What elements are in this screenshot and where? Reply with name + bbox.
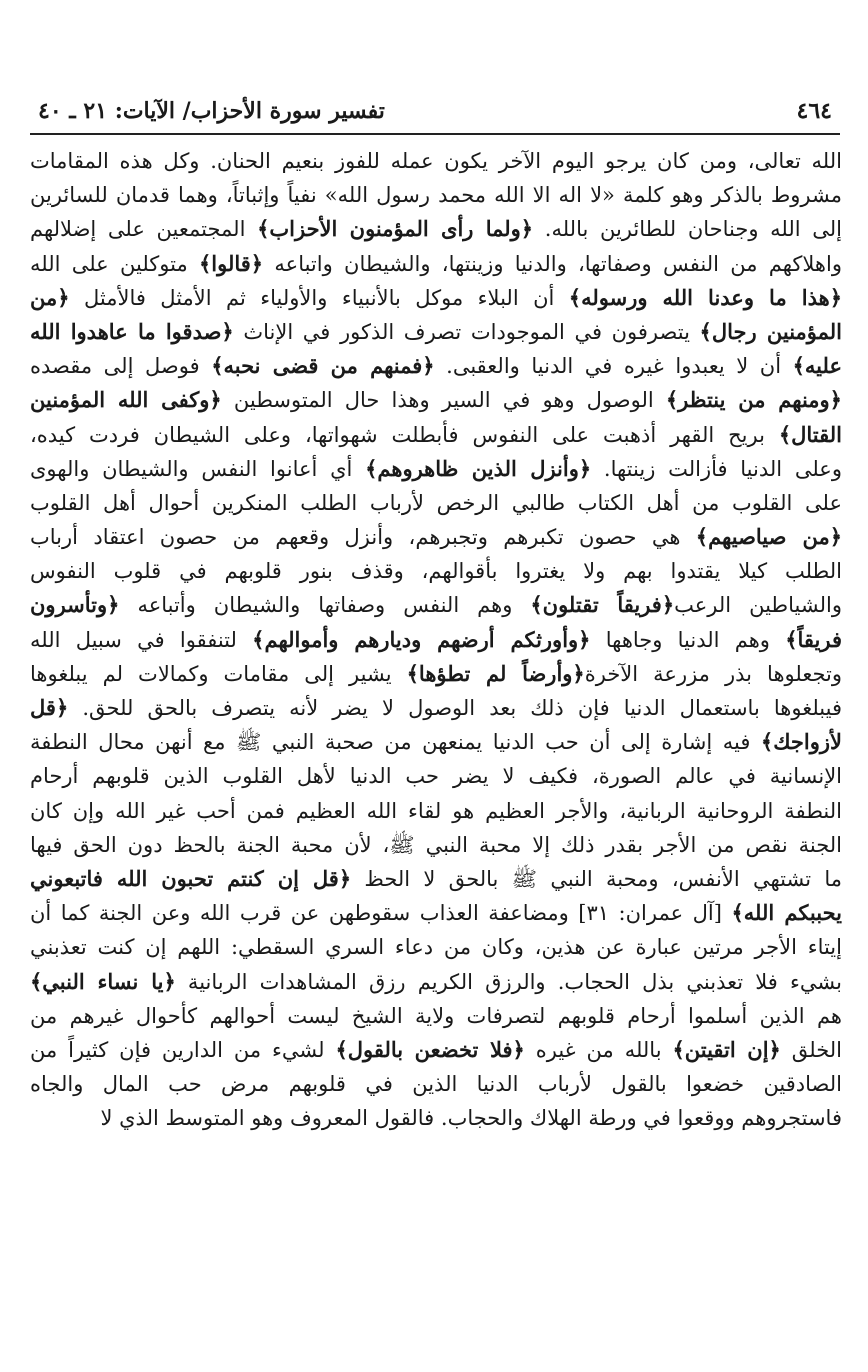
text-line bbox=[30, 930, 842, 964]
commentary-text: يتصرفون في الموجودات تصرف الذكور في الإناث bbox=[233, 319, 700, 344]
quran-phrase: ﴿وأنزل الذين ظاهروهم﴾ bbox=[365, 455, 592, 481]
commentary-text: فوصل إلى مقصده bbox=[30, 354, 212, 379]
commentary-text: وهم الدنيا وجاهها bbox=[590, 627, 786, 652]
commentary-text: بريح القهر أذهبت على النفوس فأبطلت شهواتها، وعلى الشيطان فردت كيده، bbox=[30, 422, 779, 447]
commentary-text: وهم النفس وصفاتها والشيطان وأتباعه bbox=[119, 593, 531, 618]
commentary-text: واهلاكهم من النفس وصفاتها، والدنيا وزينتها، والشيطان واتباعه bbox=[263, 251, 842, 276]
page-header bbox=[30, 96, 840, 126]
commentary-text: متوكلين على الله bbox=[30, 251, 199, 276]
commentary-text: الله تعالى، ومن كان يرجو اليوم الآخر يكون عمله للفوز بنعيم الحنان. وكل هذه المقامات bbox=[30, 149, 842, 173]
commentary-text: ما تشتهي الأنفس، ومحبة النبي ﷺ بالحق لا الحظ bbox=[351, 866, 842, 891]
quran-phrase: ﴿وأرضاً لم تطؤها﴾ bbox=[406, 660, 585, 686]
text-line bbox=[30, 828, 842, 862]
commentary-text: النطفة الروحانية الربانية، والأجر العظيم هو لقاء الله العظيم فمن أحب غير الله وإن كان bbox=[30, 798, 842, 823]
text-line bbox=[30, 588, 842, 622]
text-line bbox=[30, 554, 842, 588]
body-text bbox=[30, 144, 842, 1135]
text-line bbox=[30, 1067, 842, 1101]
commentary-text: لشيء من الدارين فإن كثيراً من bbox=[30, 1037, 336, 1062]
text-line bbox=[30, 691, 842, 725]
commentary-text: الوصول وهو في السير وهذا حال المتوسطين bbox=[221, 388, 666, 413]
text-line bbox=[30, 144, 842, 178]
text-line bbox=[30, 896, 842, 930]
commentary-text: أن البلاء موكل بالأنبياء والأولياء ثم الأمثل فالأمثل bbox=[69, 285, 569, 310]
quran-phrase: ﴿يا نساء النبي﴾ bbox=[30, 968, 176, 994]
text-line bbox=[30, 383, 842, 417]
quran-phrase: ﴿قل bbox=[30, 695, 69, 720]
quran-phrase: فريقاً﴾ bbox=[785, 626, 842, 652]
text-line bbox=[30, 281, 842, 315]
commentary-text: وتجعلوها بذر مزرعة الآخرة bbox=[584, 661, 842, 686]
commentary-text: لتنفقوا في سبيل الله bbox=[30, 627, 253, 652]
commentary-text: الخلق bbox=[780, 1037, 842, 1062]
commentary-text: إلى الله وجناحان للطائرين بالله. bbox=[533, 217, 842, 242]
quran-phrase: ﴿فمنهم من قضى نحبه﴾ bbox=[211, 353, 435, 379]
commentary-text: فيبلغوها باستعمال الدنيا فإن ذلك بعد الوصول لا يضر لأنه يتصرف بالحق للحق. bbox=[68, 696, 842, 720]
commentary-text: المجتمعين على إضلالهم bbox=[30, 217, 258, 242]
text-line bbox=[30, 794, 842, 828]
text-line bbox=[30, 486, 842, 520]
quran-phrase: ﴿إن اتقيتن﴾ bbox=[672, 1036, 781, 1062]
quran-phrase: ﴿من bbox=[30, 284, 70, 310]
page-number: ٤٦٤ bbox=[796, 98, 832, 124]
quran-phrase: ﴿قل إن كنتم تحبون الله فاتبعوني bbox=[30, 865, 352, 891]
commentary-text: مشروط بالذكر وهو كلمة «لا اله الا الله محمد رسول الله» نفياً وإثباتاً، وهما قدمان للسائرين bbox=[30, 183, 842, 208]
text-line bbox=[30, 315, 842, 349]
quran-phrase: لأزواجك﴾ bbox=[760, 729, 842, 755]
commentary-text: أن لا يعبدوا غيره في الدنيا والعقبى. bbox=[434, 354, 793, 379]
text-line bbox=[30, 178, 842, 212]
commentary-text: بالله من غيره bbox=[524, 1037, 673, 1062]
quran-phrase: ﴿وتأسرون bbox=[30, 592, 120, 618]
commentary-text: الطلب كيلا يقتدوا بهم ولا يغتروا بأقوالهم، وقذف بنور قلوبهم في قلوب النفوس bbox=[30, 559, 842, 584]
commentary-text: [آل عمران: ٣١] ومضاعفة العذاب سقوطهن عن قرب الله وعن الجنة كما أن bbox=[30, 901, 732, 926]
quran-phrase: ﴿ولما رأى المؤمنون الأحزاب﴾ bbox=[257, 216, 534, 242]
commentary-text: فيه إشارة إلى أن حب الدنيا يمنعهن من صحبة النبي ﷺ مع أنهن محال النطفة bbox=[30, 730, 761, 755]
text-line bbox=[30, 965, 842, 999]
commentary-text: فاستجروهم ووقعوا في ورطة الهلاك والحجاب. فالقول المعروف وهو المتوسط الذي لا bbox=[100, 1106, 842, 1131]
quran-phrase: المؤمنين رجال﴾ bbox=[699, 318, 842, 344]
text-line bbox=[30, 452, 842, 486]
header-rule bbox=[30, 133, 840, 135]
commentary-text: الجنة نقص من الأجر بقدر ذلك إلا محبة النبي ﷺ، لأن محبة الجنة بالحظ دون الحق فيها bbox=[30, 832, 842, 857]
quran-phrase: ﴿فلا تخضعن بالقول﴾ bbox=[335, 1036, 525, 1062]
text-line bbox=[30, 520, 842, 554]
quran-phrase: ﴿صدقوا ما عاهدوا الله bbox=[30, 318, 234, 344]
text-line bbox=[30, 212, 842, 246]
text-line bbox=[30, 247, 842, 281]
commentary-text: بشيء فلا تعذبني بذل الحجاب. والرزق الكريم رزق المشاهدات الربانية bbox=[175, 969, 842, 994]
quran-phrase: عليه﴾ bbox=[792, 353, 842, 379]
commentary-text: الإنسانية في عالم الصورة، فكيف لا يضر حب الدنيا لأهل القلوب الذين قلوبهم أرحام bbox=[30, 764, 842, 789]
quran-phrase: ﴿هذا ما وعدنا الله ورسوله﴾ bbox=[568, 284, 842, 310]
quran-phrase: ﴿قالوا﴾ bbox=[198, 250, 264, 276]
text-line bbox=[30, 1101, 842, 1135]
text-line bbox=[30, 657, 842, 691]
text-line bbox=[30, 999, 842, 1033]
text-line bbox=[30, 1033, 842, 1067]
text-line bbox=[30, 862, 842, 896]
quran-phrase: ﴿من صياصيهم﴾ bbox=[695, 524, 842, 550]
text-line bbox=[30, 349, 842, 383]
commentary-text: أي أعانوا النفس والشيطان والهوى bbox=[30, 456, 366, 481]
commentary-text: وعلى الدنيا فأزالت زينتها. bbox=[591, 456, 842, 481]
text-line bbox=[30, 418, 842, 452]
text-line bbox=[30, 623, 842, 657]
quran-phrase: ﴿وأورثكم أرضهم وديارهم وأموالهم﴾ bbox=[252, 626, 591, 652]
text-line bbox=[30, 725, 842, 759]
quran-phrase: القتال﴾ bbox=[778, 421, 842, 447]
commentary-text: الصادقين خضعوا بالقول لأرباب الدنيا الذين في قلوبهم مرض حب المال والجاه bbox=[30, 1072, 842, 1097]
commentary-text: والشياطين الرعب bbox=[674, 593, 842, 618]
running-title: تفسير سورة الأحزاب/ الآيات: ٢١ ـ ٤٠ bbox=[38, 98, 385, 124]
quran-phrase: ﴿فريقاً تقتلون﴾ bbox=[530, 592, 675, 618]
commentary-text: هم الذين أسلموا أرحام قلوبهم لتصرفات ولاية الشيخ ليست أحوالهم كأحوال غيرهم من bbox=[30, 1003, 842, 1028]
quran-phrase: ﴿ومنهم من ينتظر﴾ bbox=[665, 387, 842, 413]
commentary-text: يشير إلى مقامات وكمالات لم يبلغوها bbox=[30, 661, 407, 686]
commentary-text: إيتاء الأجر مرتين عبارة عن هذين، وكان من دعاء السري السقطي: اللهم إن كنت تعذبني bbox=[30, 935, 842, 960]
text-line bbox=[30, 759, 842, 793]
commentary-text: على القلوب من أهل الكتاب طالبي الرخص لأرباب الطلب المنكرين أحوال أهل القلوب bbox=[30, 490, 842, 515]
commentary-text: هي حصون تكبرهم وتجبرهم، وأنزل وقعهم من حصون اعتقاد أرباب bbox=[30, 525, 696, 550]
quran-phrase: يحببكم الله﴾ bbox=[731, 900, 842, 926]
quran-phrase: ﴿وكفى الله المؤمنين bbox=[30, 387, 222, 413]
